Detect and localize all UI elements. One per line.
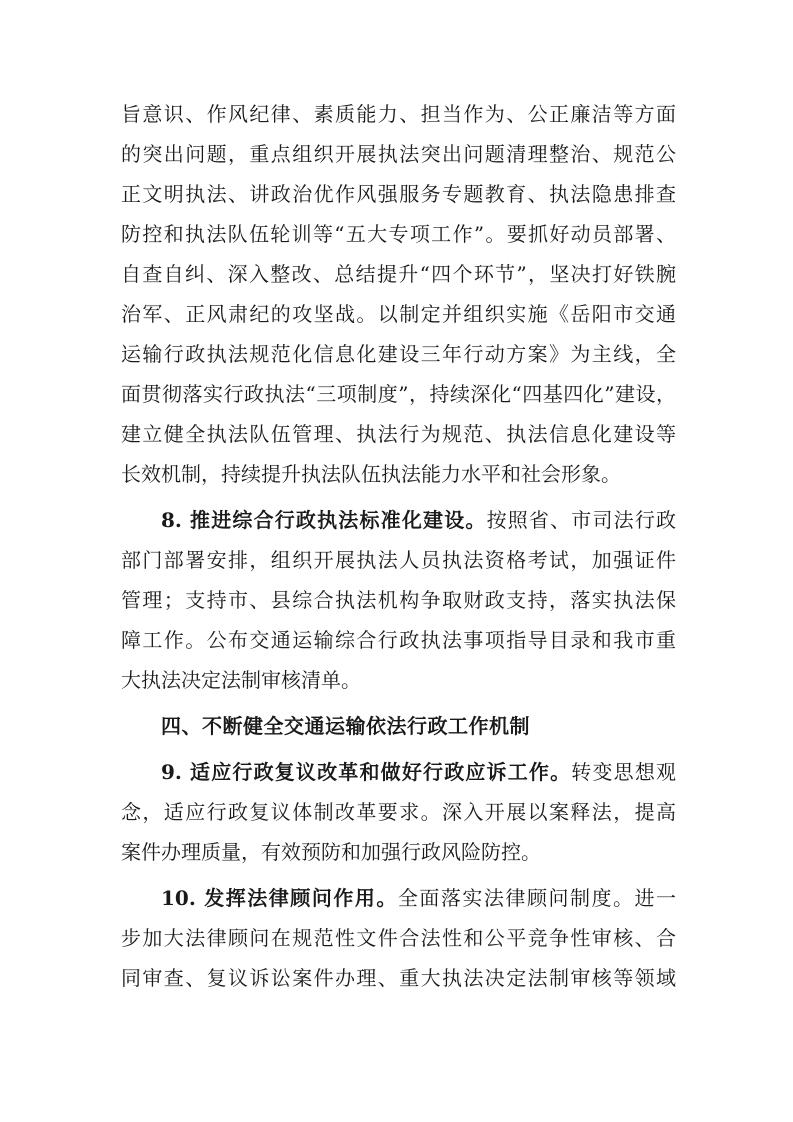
paragraph-line: 建立健全执法队伍管理、执法行为规范、执法信息化建设等	[121, 422, 676, 446]
section-heading: 四、不断健全交通运输依法行政工作机制	[161, 714, 530, 738]
paragraph-line: 同审查、复议诉讼案件办理、重大执法决定法制审核等领域	[121, 966, 676, 990]
paragraph-line: 防控和执法队伍轮训等“五大专项工作”。要抓好动员部署、	[121, 222, 676, 246]
item-9-text: 转变思想观	[571, 760, 677, 784]
item-8-title: 8. 推进综合行政执法标准化建设。	[161, 508, 487, 532]
paragraph-line: 管理；支持市、县综合执法机构争取财政支持，落实执法保	[121, 588, 676, 612]
paragraph-line: 长效机制，持续提升执法队伍执法能力水平和社会形象。	[121, 462, 621, 486]
paragraph-line: 自查自纠、深入整改、总结提升“四个环节”，坚决打好铁腕	[121, 262, 676, 286]
item-9-first-line	[161, 760, 676, 786]
paragraph-line: 案件办理质量，有效预防和加强行政风险防控。	[121, 840, 541, 864]
paragraph-line: 正文明执法、讲政治优作风强服务专题教育、执法隐患排查	[121, 182, 676, 206]
paragraph-line: 旨意识、作风纪律、素质能力、担当作为、公正廉洁等方面	[121, 102, 676, 126]
paragraph-line: 部门部署安排，组织开展执法人员执法资格考试，加强证件	[121, 548, 676, 572]
paragraph-line: 面贯彻落实行政执法“三项制度”，持续深化“四基四化”建设，	[121, 382, 676, 406]
item-10-first-line	[161, 886, 676, 912]
paragraph-line: 大执法决定法制审核清单。	[121, 668, 361, 692]
item-10-text: 全面落实法律顾问制度。进一	[397, 886, 677, 910]
paragraph-line: 念，适应行政复议体制改革要求。深入开展以案释法，提高	[121, 800, 676, 824]
paragraph-line: 障工作。公布交通运输综合行政执法事项指导目录和我市重	[121, 628, 676, 652]
item-8-first-line	[161, 508, 676, 534]
paragraph-line: 运输行政执法规范化信息化建设三年行动方案》为主线，全	[121, 342, 676, 366]
paragraph-line: 的突出问题，重点组织开展执法突出问题清理整治、规范公	[121, 142, 676, 166]
paragraph-line: 步加大法律顾问在规范性文件合法性和公平竞争性审核、合	[121, 926, 676, 950]
item-8-text: 按照省、市司法行政	[486, 508, 677, 532]
paragraph-line: 治军、正风肃纪的攻坚战。以制定并组织实施《岳阳市交通	[121, 302, 676, 326]
item-9-title: 9. 适应行政复议改革和做好行政应诉工作。	[161, 760, 572, 784]
item-10-title: 10. 发挥法律顾问作用。	[161, 886, 398, 910]
